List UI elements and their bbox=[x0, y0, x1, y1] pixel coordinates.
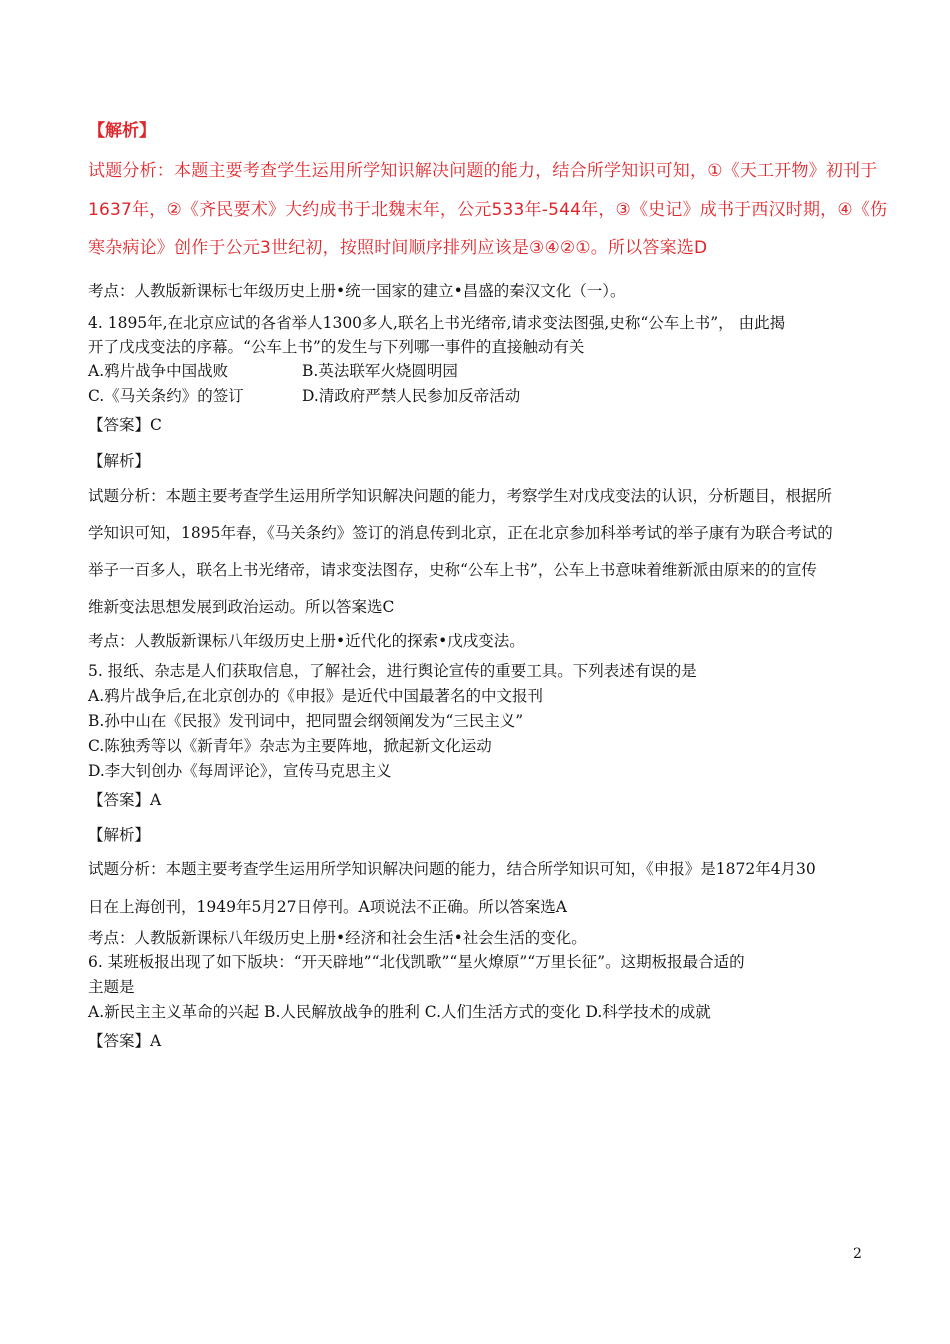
answer-line: 【答案】C bbox=[88, 416, 162, 434]
analysis-text-line: 寒杂病论》创作于公元3世纪初，按照时间顺序排列应该是③④②①。所以答案选D bbox=[88, 238, 708, 258]
option-b: B.孙中山在《民报》发刊词中，把同盟会纲领阐发为“三民主义” bbox=[88, 712, 524, 730]
kaodian-line: 考点：人教版新课标八年级历史上册•近代化的探索•戊戌变法。 bbox=[88, 632, 525, 650]
analysis-text-line: 维新变法思想发展到政治运动。所以答案选C bbox=[88, 598, 395, 616]
page-number: 2 bbox=[853, 1246, 862, 1262]
options-line: A.新民主主义革命的兴起 B.人民解放战争的胜利 C.人们生活方式的变化 D.科学技术的成就 bbox=[88, 1003, 711, 1021]
question-stem: 开了戊戌变法的序幕。“公车上书”的发生与下列哪一事件的直接触动有关 bbox=[88, 338, 585, 356]
analysis-heading: 【解析】 bbox=[88, 826, 151, 844]
analysis-text-line: 试题分析：本题主要考查学生运用所学知识解决问题的能力，结合所学知识可知，①《天工开物》初刊于 bbox=[88, 161, 878, 181]
kaodian-line: 考点：人教版新课标七年级历史上册•统一国家的建立•昌盛的秦汉文化（一）。 bbox=[88, 282, 626, 300]
analysis-heading: 【解析】 bbox=[88, 121, 156, 141]
analysis-text-line: 学知识可知，1895年春，《马关条约》签订的消息传到北京，正在北京参加科举考试的举子康有为联合考试的 bbox=[88, 524, 833, 542]
analysis-heading: 【解析】 bbox=[88, 452, 151, 470]
option-b: B.英法联军火烧圆明园 bbox=[302, 362, 458, 380]
option-c: C.《马关条约》的签订 bbox=[88, 387, 244, 405]
analysis-text-line: 试题分析：本题主要考查学生运用所学知识解决问题的能力，考察学生对戊戌变法的认识，分析题目，根据所 bbox=[88, 487, 833, 505]
kaodian-line: 考点：人教版新课标八年级历史上册•经济和社会生活•社会生活的变化。 bbox=[88, 929, 587, 947]
question-stem: 5. 报纸、杂志是人们获取信息，了解社会，进行舆论宣传的重要工具。下列表述有误的是 bbox=[88, 662, 697, 680]
option-d: D.清政府严禁人民参加反帝活动 bbox=[302, 387, 521, 405]
answer-line: 【答案】A bbox=[88, 1032, 162, 1050]
option-a: A.鸦片战争中国战败 bbox=[88, 362, 229, 380]
analysis-text-line: 日在上海创刊，1949年5月27日停刊。A项说法不正确。所以答案选A bbox=[88, 898, 567, 916]
question-stem: 主题是 bbox=[88, 978, 135, 996]
analysis-text-line: 1637年，②《齐民要术》大约成书于北魏末年，公元533年-544年，③《史记》成书于西汉时期，④《伤 bbox=[88, 200, 888, 220]
answer-line: 【答案】A bbox=[88, 791, 162, 809]
analysis-text-line: 举子一百多人，联名上书光绪帝，请求变法图存，史称“公车上书”，公车上书意味着维新派由原来的的宣传 bbox=[88, 561, 817, 579]
option-d: D.李大钊创办《每周评论》，宣传马克思主义 bbox=[88, 762, 392, 780]
option-c: C.陈独秀等以《新青年》杂志为主要阵地，掀起新文化运动 bbox=[88, 737, 492, 755]
analysis-text-line: 试题分析：本题主要考查学生运用所学知识解决问题的能力，结合所学知识可知，《申报》是1872年4月30 bbox=[88, 860, 816, 878]
option-a: A.鸦片战争后,在北京创办的《申报》是近代中国最著名的中文报刊 bbox=[88, 687, 544, 705]
question-stem: 6. 某班板报出现了如下版块：“开天辟地”“北伐凯歌”“星火燎原”“万里长征”。这期板报最合适的 bbox=[88, 953, 745, 971]
question-stem: 4. 1895年,在北京应试的各省举人1300多人,联名上书光绪帝,请求变法图强,史称“公车上书”， 由此揭 bbox=[88, 314, 786, 332]
